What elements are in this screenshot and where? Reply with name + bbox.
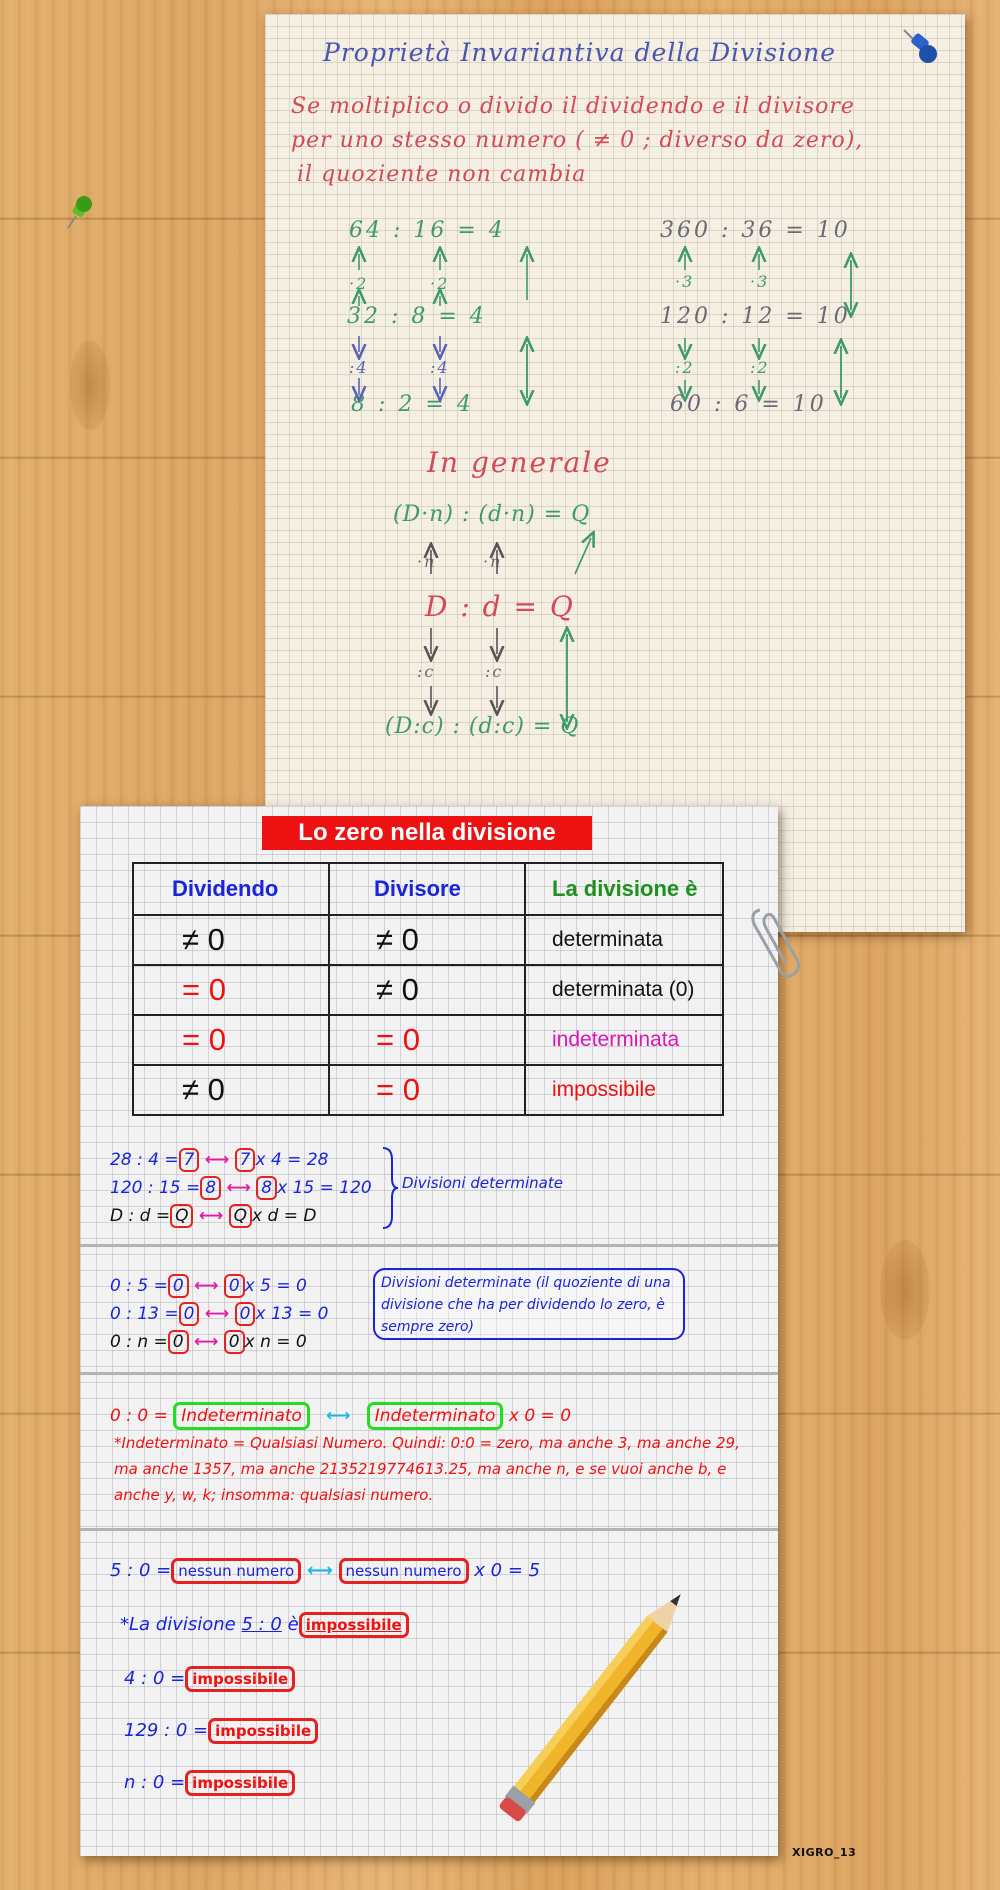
right-div-a: :2	[675, 358, 695, 377]
expr-lhs: 0 : n =	[110, 1332, 168, 1352]
quotient-box: 7	[179, 1148, 200, 1172]
section-divider	[80, 1528, 778, 1531]
expr-rhs: x 13 = 0	[255, 1304, 329, 1324]
impossible-example-4	[124, 1770, 295, 1796]
general-div-b: :c	[485, 662, 504, 681]
cell-divisor: = 0	[329, 1065, 525, 1115]
pushpin-icon	[60, 194, 96, 234]
sheet-title: Proprietà Invariantiva della Divisione	[323, 38, 837, 67]
cell-divisor: = 0	[329, 1015, 525, 1065]
note-operation: 5 : 0	[241, 1614, 282, 1635]
right-example-row3: 60 : 6 = 10	[670, 392, 827, 417]
expr-lhs: 4 : 0 =	[124, 1668, 186, 1689]
cell-dividend: ≠ 0	[133, 1065, 329, 1115]
pencil-icon	[460, 1556, 750, 1826]
expr-rhs: x 4 = 28	[255, 1150, 329, 1170]
header-result: La divisione è	[525, 863, 723, 915]
cell-result: impossibile	[525, 1065, 723, 1115]
paper-clip-icon	[746, 900, 804, 980]
table-row	[133, 1015, 723, 1065]
right-example-row2: 120 : 12 = 10	[660, 304, 851, 329]
zero-dividend-example-3	[110, 1330, 307, 1354]
expr-lhs: n : 0 =	[124, 1772, 186, 1793]
expr-lhs: 28 : 4 =	[110, 1150, 179, 1170]
handwritten-sheet	[265, 14, 965, 932]
rule-line-1: Se moltiplico o divido il dividendo e il divisore	[291, 94, 855, 119]
quotient-box: 0	[179, 1302, 200, 1326]
table-row	[133, 965, 723, 1015]
left-div-a: :4	[349, 358, 369, 377]
no-number-box: nessun numero	[339, 1558, 469, 1584]
expr-lhs: 120 : 15 =	[110, 1178, 201, 1198]
impossible-box: impossibile	[185, 1666, 295, 1692]
cell-result: determinata	[525, 915, 723, 965]
determinate-example-1	[110, 1148, 328, 1172]
determinate-example-3	[110, 1204, 316, 1228]
general-row2: D : d = Q	[425, 590, 575, 623]
double-arrow-icon: ⟷	[204, 1304, 230, 1324]
wood-knot	[880, 1240, 930, 1340]
curly-brace-icon	[380, 1146, 400, 1230]
expr-rhs: x n = 0	[244, 1332, 307, 1352]
wood-knot	[70, 340, 110, 430]
no-number-box: nessun numero	[171, 1558, 301, 1584]
header-dividend: Dividendo	[133, 863, 329, 915]
double-arrow-icon: ⟷	[226, 1178, 251, 1198]
zero-division-sheet	[80, 806, 778, 1856]
section-divider	[80, 1244, 778, 1247]
indeterminate-note: *Indeterminato = Qualsiasi Numero. Quindi: 0:0 = zero, ma anche 3, ma anche 29, ma anche 1357, ma anche 2135219774613.25, ma anche n, e se vuoi anche b, e anche y, w, k; insomma: qualsiasi numero.	[114, 1434, 740, 1504]
double-arrow-icon: ⟷	[204, 1150, 230, 1170]
pushpin-icon	[898, 24, 938, 68]
determinate-example-2	[110, 1176, 372, 1200]
general-row1: (D·n) : (d·n) = Q	[393, 502, 591, 527]
impossible-note	[120, 1612, 409, 1638]
zero-division-table	[132, 862, 724, 1116]
note-prefix: *La divisione	[120, 1614, 236, 1635]
quotient-box: 0	[224, 1330, 245, 1354]
cell-dividend: = 0	[133, 965, 329, 1015]
cell-dividend: ≠ 0	[133, 915, 329, 965]
impossible-example-3	[124, 1718, 318, 1744]
author-watermark: XIGRO_13	[792, 1846, 857, 1859]
double-arrow-icon: ⟷	[198, 1206, 224, 1226]
general-title: In generale	[427, 446, 612, 479]
cell-divisor: ≠ 0	[329, 965, 525, 1015]
left-mul-a: ·2	[349, 274, 369, 293]
expr-lhs: D : d =	[110, 1206, 171, 1226]
zero-dividend-example-2	[110, 1302, 328, 1326]
double-arrow-icon: ⟷	[194, 1332, 219, 1352]
expr-lhs: 0 : 5 =	[110, 1276, 168, 1296]
quotient-box: 0	[168, 1274, 189, 1298]
quotient-box: 8	[200, 1176, 221, 1200]
hand-drawn-arrows	[265, 14, 965, 932]
table-row	[133, 1065, 723, 1115]
left-example-row1: 64 : 16 = 4	[349, 218, 506, 243]
cell-dividend: = 0	[133, 1015, 329, 1065]
left-example-row2: 32 : 8 = 4	[347, 304, 487, 329]
cell-divisor: ≠ 0	[329, 915, 525, 965]
indeterminate-box: Indeterminato	[367, 1402, 504, 1430]
quotient-box: 7	[235, 1148, 256, 1172]
double-arrow-icon: ⟷	[194, 1276, 219, 1296]
quotient-box: 0	[235, 1302, 256, 1326]
header-divisor: Divisore	[329, 863, 525, 915]
right-div-b: :2	[750, 358, 770, 377]
table-row	[133, 915, 723, 965]
quotient-box: Q	[170, 1204, 193, 1228]
double-arrow-icon: ⟷	[306, 1560, 333, 1581]
cell-result: indeterminata	[525, 1015, 723, 1065]
expr-lhs: 5 : 0 =	[110, 1560, 172, 1581]
double-arrow-icon: ⟷	[326, 1406, 351, 1426]
impossible-box: impossibile	[208, 1718, 318, 1744]
quotient-box: 0	[224, 1274, 245, 1298]
impossible-box: impossibile	[185, 1770, 295, 1796]
general-mul-b: ·n	[483, 552, 503, 571]
rule-line-3: il quoziente non cambia	[297, 162, 587, 187]
determinate-label: Divisioni determinate	[402, 1174, 563, 1192]
right-example-row1: 360 : 36 = 10	[660, 218, 851, 243]
left-div-b: :4	[430, 358, 450, 377]
general-row3: (D:c) : (d:c) = Q	[385, 714, 580, 739]
right-mul-a: ·3	[675, 272, 695, 291]
expr-lhs: 0 : 0 =	[110, 1406, 168, 1426]
section-divider	[80, 1372, 778, 1375]
zero-dividend-note: Divisioni determinate (il quoziente di una divisione che ha per dividendo lo zero, è sempre zero)	[373, 1268, 685, 1340]
expr-rhs: x d = D	[252, 1206, 317, 1226]
expr-lhs: 129 : 0 =	[124, 1720, 209, 1741]
right-mul-b: ·3	[750, 272, 770, 291]
general-mul-a: ·n	[417, 552, 437, 571]
expr-rhs: x 15 = 120	[277, 1178, 372, 1198]
left-example-row3: 8 : 2 = 4	[351, 392, 474, 417]
indeterminate-box: Indeterminato	[173, 1402, 310, 1430]
quotient-box: 8	[256, 1176, 277, 1200]
table-title: Lo zero nella divisione	[262, 816, 592, 850]
quotient-box: 0	[168, 1330, 189, 1354]
expr-lhs: 0 : 13 =	[110, 1304, 179, 1324]
left-mul-b: ·2	[430, 274, 450, 293]
indeterminate-example	[110, 1402, 571, 1430]
note-verb: è	[287, 1614, 299, 1635]
general-div-a: :c	[417, 662, 436, 681]
rule-line-2: per uno stesso numero ( ≠ 0 ; diverso da zero),	[291, 128, 864, 153]
expr-rhs: x 5 = 0	[244, 1276, 307, 1296]
impossible-example-2	[124, 1666, 295, 1692]
impossible-box: impossibile	[299, 1612, 409, 1638]
cell-result: determinata (0)	[525, 965, 723, 1015]
zero-dividend-example-1	[110, 1274, 307, 1298]
quotient-box: Q	[229, 1204, 252, 1228]
expr-rhs: x 0 = 0	[508, 1406, 572, 1426]
expr-rhs: x 0 = 5	[474, 1560, 541, 1581]
table-header-row	[133, 863, 723, 915]
